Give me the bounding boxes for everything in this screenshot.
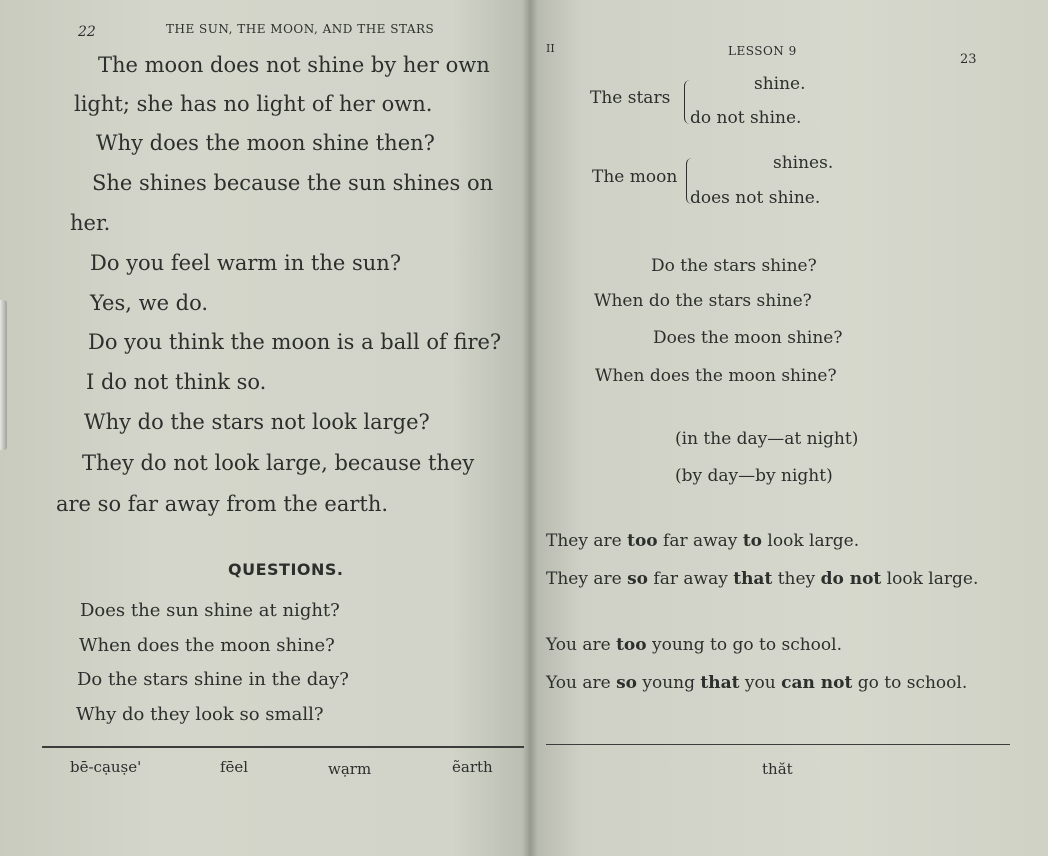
- right-page: [530, 0, 1048, 856]
- sentence-part: You are: [546, 635, 617, 655]
- text-line: her.: [70, 211, 111, 235]
- signature-mark: II: [546, 42, 555, 55]
- phrase: (in the day—at night): [675, 429, 859, 449]
- example-sentence: [546, 673, 967, 693]
- sentence-part: young to go to school.: [646, 635, 842, 655]
- sentence-part: far away: [657, 531, 743, 551]
- page-number-left: 22: [78, 24, 96, 40]
- question-item: Why do they look so small?: [76, 704, 324, 725]
- keyword-bold: to: [742, 531, 763, 551]
- brace-option: shines.: [773, 153, 834, 173]
- sentence-part: go to school.: [852, 673, 968, 693]
- keyword-bold: so: [616, 673, 637, 693]
- brace-option: do not shine.: [690, 108, 802, 128]
- text-line: The moon does not shine by her own: [98, 53, 490, 77]
- text-line: She shines because the sun shines on: [92, 171, 494, 195]
- sentence-part: They are: [546, 531, 628, 551]
- sentence-part: You are: [546, 673, 617, 693]
- footer-rule: [546, 744, 1010, 745]
- example-sentence: [546, 569, 978, 589]
- running-head-left: THE SUN, THE MOON, AND THE STARS: [166, 22, 435, 36]
- question-item: When do the stars shine?: [594, 291, 812, 311]
- text-line: I do not think so.: [86, 370, 267, 394]
- sentence-part: you: [739, 673, 782, 693]
- footer-word: bē-cạuṣe': [70, 758, 142, 776]
- text-line: light; she has no light of her own.: [74, 92, 433, 116]
- question-item: Do the stars shine in the day?: [77, 669, 349, 690]
- footer-word: thăt: [762, 760, 793, 778]
- keyword-bold: do not: [820, 569, 882, 589]
- binder-clip: [0, 300, 7, 450]
- sentence-part: look large.: [881, 569, 979, 589]
- page-number-right: 23: [960, 52, 977, 67]
- brace-subject: The moon: [592, 167, 678, 187]
- text-line: are so far away from the earth.: [56, 492, 389, 516]
- footer-word: wạrm: [328, 760, 372, 778]
- keyword-bold: that: [733, 569, 773, 589]
- question-item: Does the moon shine?: [653, 328, 843, 348]
- sentence-part: they: [772, 569, 821, 589]
- keyword-bold: that: [700, 673, 740, 693]
- sentence-part: far away: [648, 569, 734, 589]
- keyword-bold: too: [616, 635, 647, 655]
- keyword-bold: too: [627, 531, 658, 551]
- example-sentence: [546, 635, 842, 655]
- phrase: (by day—by night): [675, 466, 833, 486]
- brace-subject: The stars: [590, 88, 671, 108]
- question-item: When does the moon shine?: [79, 635, 335, 656]
- keyword-bold: so: [627, 569, 649, 589]
- questions-heading: QUESTIONS.: [228, 560, 344, 579]
- text-line: Why does the moon shine then?: [96, 131, 435, 155]
- text-line: Do you think the moon is a ball of fire?: [88, 330, 502, 354]
- brace-option: does not shine.: [690, 188, 821, 208]
- sentence-part: They are: [546, 569, 628, 589]
- footer-word: ẽarth: [452, 758, 493, 776]
- text-line: Yes, we do.: [90, 291, 209, 315]
- sentence-part: look large.: [762, 531, 860, 551]
- text-line: Do you feel warm in the sun?: [90, 251, 402, 275]
- brace-option: shine.: [754, 74, 806, 94]
- text-line: They do not look large, because they: [82, 451, 475, 475]
- question-item: Does the sun shine at night?: [80, 600, 340, 621]
- sentence-part: young: [636, 673, 701, 693]
- book-gutter: [522, 0, 538, 856]
- question-item: When does the moon shine?: [595, 366, 837, 386]
- footer-word: fēel: [220, 758, 249, 776]
- question-item: Do the stars shine?: [651, 256, 817, 276]
- running-head-right: LESSON 9: [728, 44, 797, 58]
- keyword-bold: can not: [781, 673, 853, 693]
- footer-rule: [42, 746, 524, 748]
- example-sentence: [546, 531, 859, 551]
- text-line: Why do the stars not look large?: [84, 410, 430, 434]
